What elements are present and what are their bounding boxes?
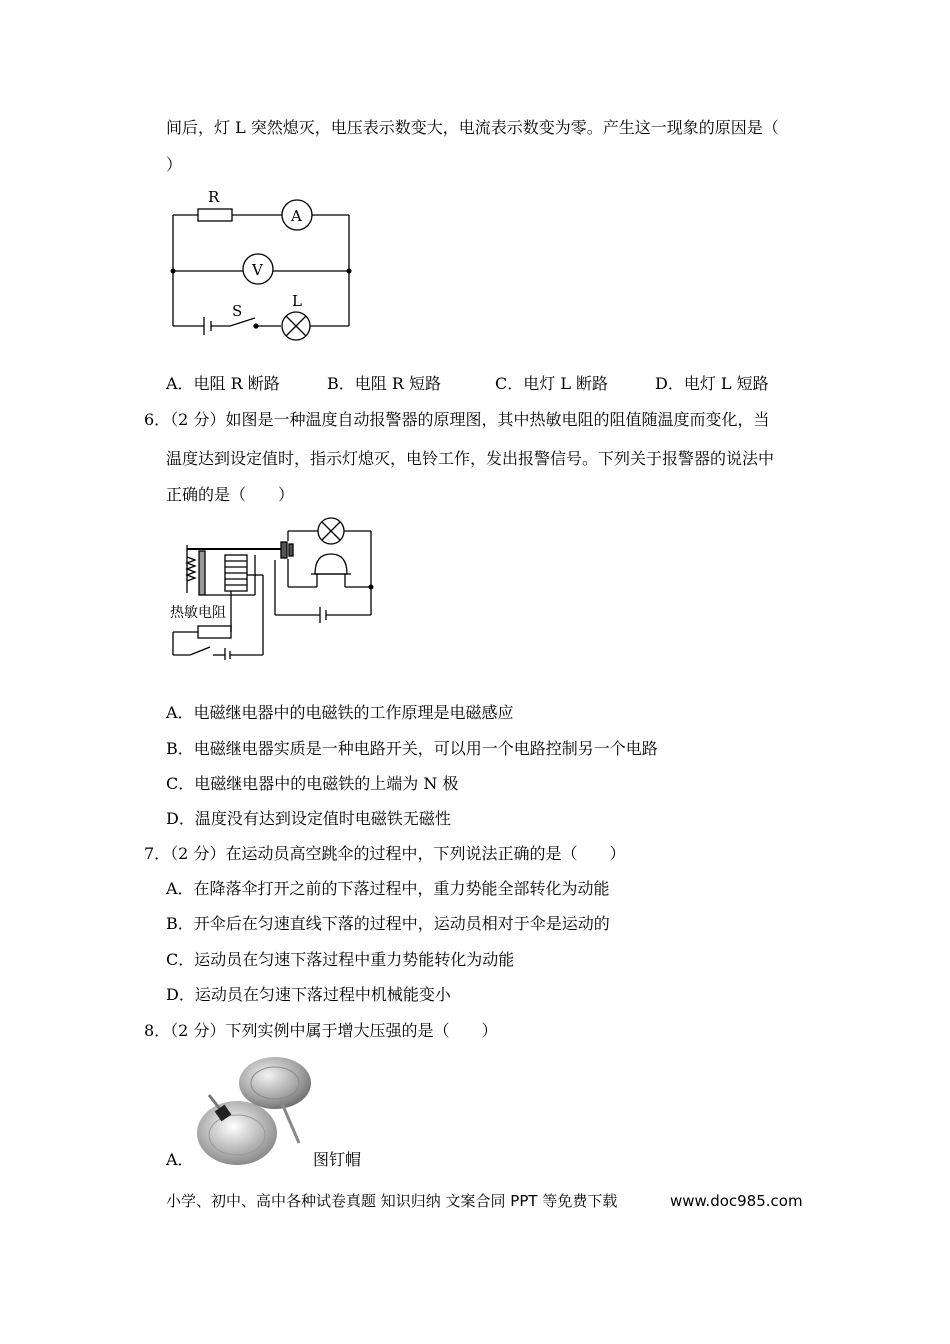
q5-option-d: D．电灯 L 短路	[655, 374, 769, 393]
label-a: A	[291, 207, 302, 225]
label-s: S	[232, 302, 243, 320]
q6-text-line2: 温度达到设定值时，指示灯熄灭，电铃工作，发出报警信号。下列关于报警器的说法中	[166, 449, 775, 468]
q5-option-c: C．电灯 L 断路	[495, 374, 609, 393]
q6-option-b: B．电磁继电器实质是一种电路开关，可以用一个电路控制另一个电路	[166, 739, 658, 758]
label-v: V	[252, 261, 263, 279]
q6-option-a: A．电磁继电器中的电磁铁的工作原理是电磁感应	[166, 703, 514, 722]
q7-option-a: A．在降落伞打开之前的下落过程中，重力势能全部转化为动能	[166, 879, 610, 898]
label-l: L	[292, 292, 302, 310]
q7-option-b: B．开伞后在匀速直线下落的过程中，运动员相对于伞是运动的	[166, 914, 610, 933]
footer-promo-text: 小学、初中、高中各种试卷真题 知识归纳 文案合同 PPT 等免费下载	[166, 1192, 618, 1210]
q5-option-b: B．电阻 R 短路	[327, 374, 441, 393]
q5-text-line1: 间后，灯 L 突然熄灭，电压表示数变大，电流表示数变为零。产生这一现象的原因是（	[166, 118, 779, 137]
thermistor-icon	[198, 626, 231, 638]
q6-option-d: D．温度没有达到设定值时电磁铁无磁性	[166, 809, 451, 828]
q8-option-a-text: 图钉帽	[313, 1150, 362, 1169]
q7-text-line1: 7．（2 分）在运动员高空跳伞的过程中，下列说法正确的是（ ）	[144, 844, 626, 863]
q5-option-a: A．电阻 R 断路	[166, 374, 280, 393]
footer-website-link[interactable]: www.doc985.com	[670, 1192, 803, 1210]
q5-text-line2: ）	[166, 155, 183, 174]
q6-option-c: C．电磁继电器中的电磁铁的上端为 N 极	[166, 774, 459, 793]
thumbtack-image	[195, 1055, 315, 1170]
q6-alarm-circuit-diagram	[165, 515, 380, 660]
label-r: R	[208, 188, 220, 206]
thermistor-label: 热敏电阻	[170, 605, 226, 621]
q5-circuit-diagram	[160, 185, 360, 345]
q6-text-line3: 正确的是（ ）	[166, 485, 295, 504]
q8-text-line1: 8．（2 分）下列实例中属于增大压强的是（ ）	[144, 1021, 498, 1040]
q7-option-c: C．运动员在匀速下落过程中重力势能转化为动能	[166, 950, 515, 969]
q8-option-a-prefix: A．	[166, 1150, 194, 1169]
q7-option-d: D．运动员在匀速下落过程中机械能变小	[166, 985, 451, 1004]
resistor-r-icon	[198, 209, 232, 221]
q6-text-line1: 6．（2 分）如图是一种温度自动报警器的原理图，其中热敏电阻的阻值随温度而变化，当	[144, 410, 770, 429]
bell-icon	[315, 554, 347, 574]
